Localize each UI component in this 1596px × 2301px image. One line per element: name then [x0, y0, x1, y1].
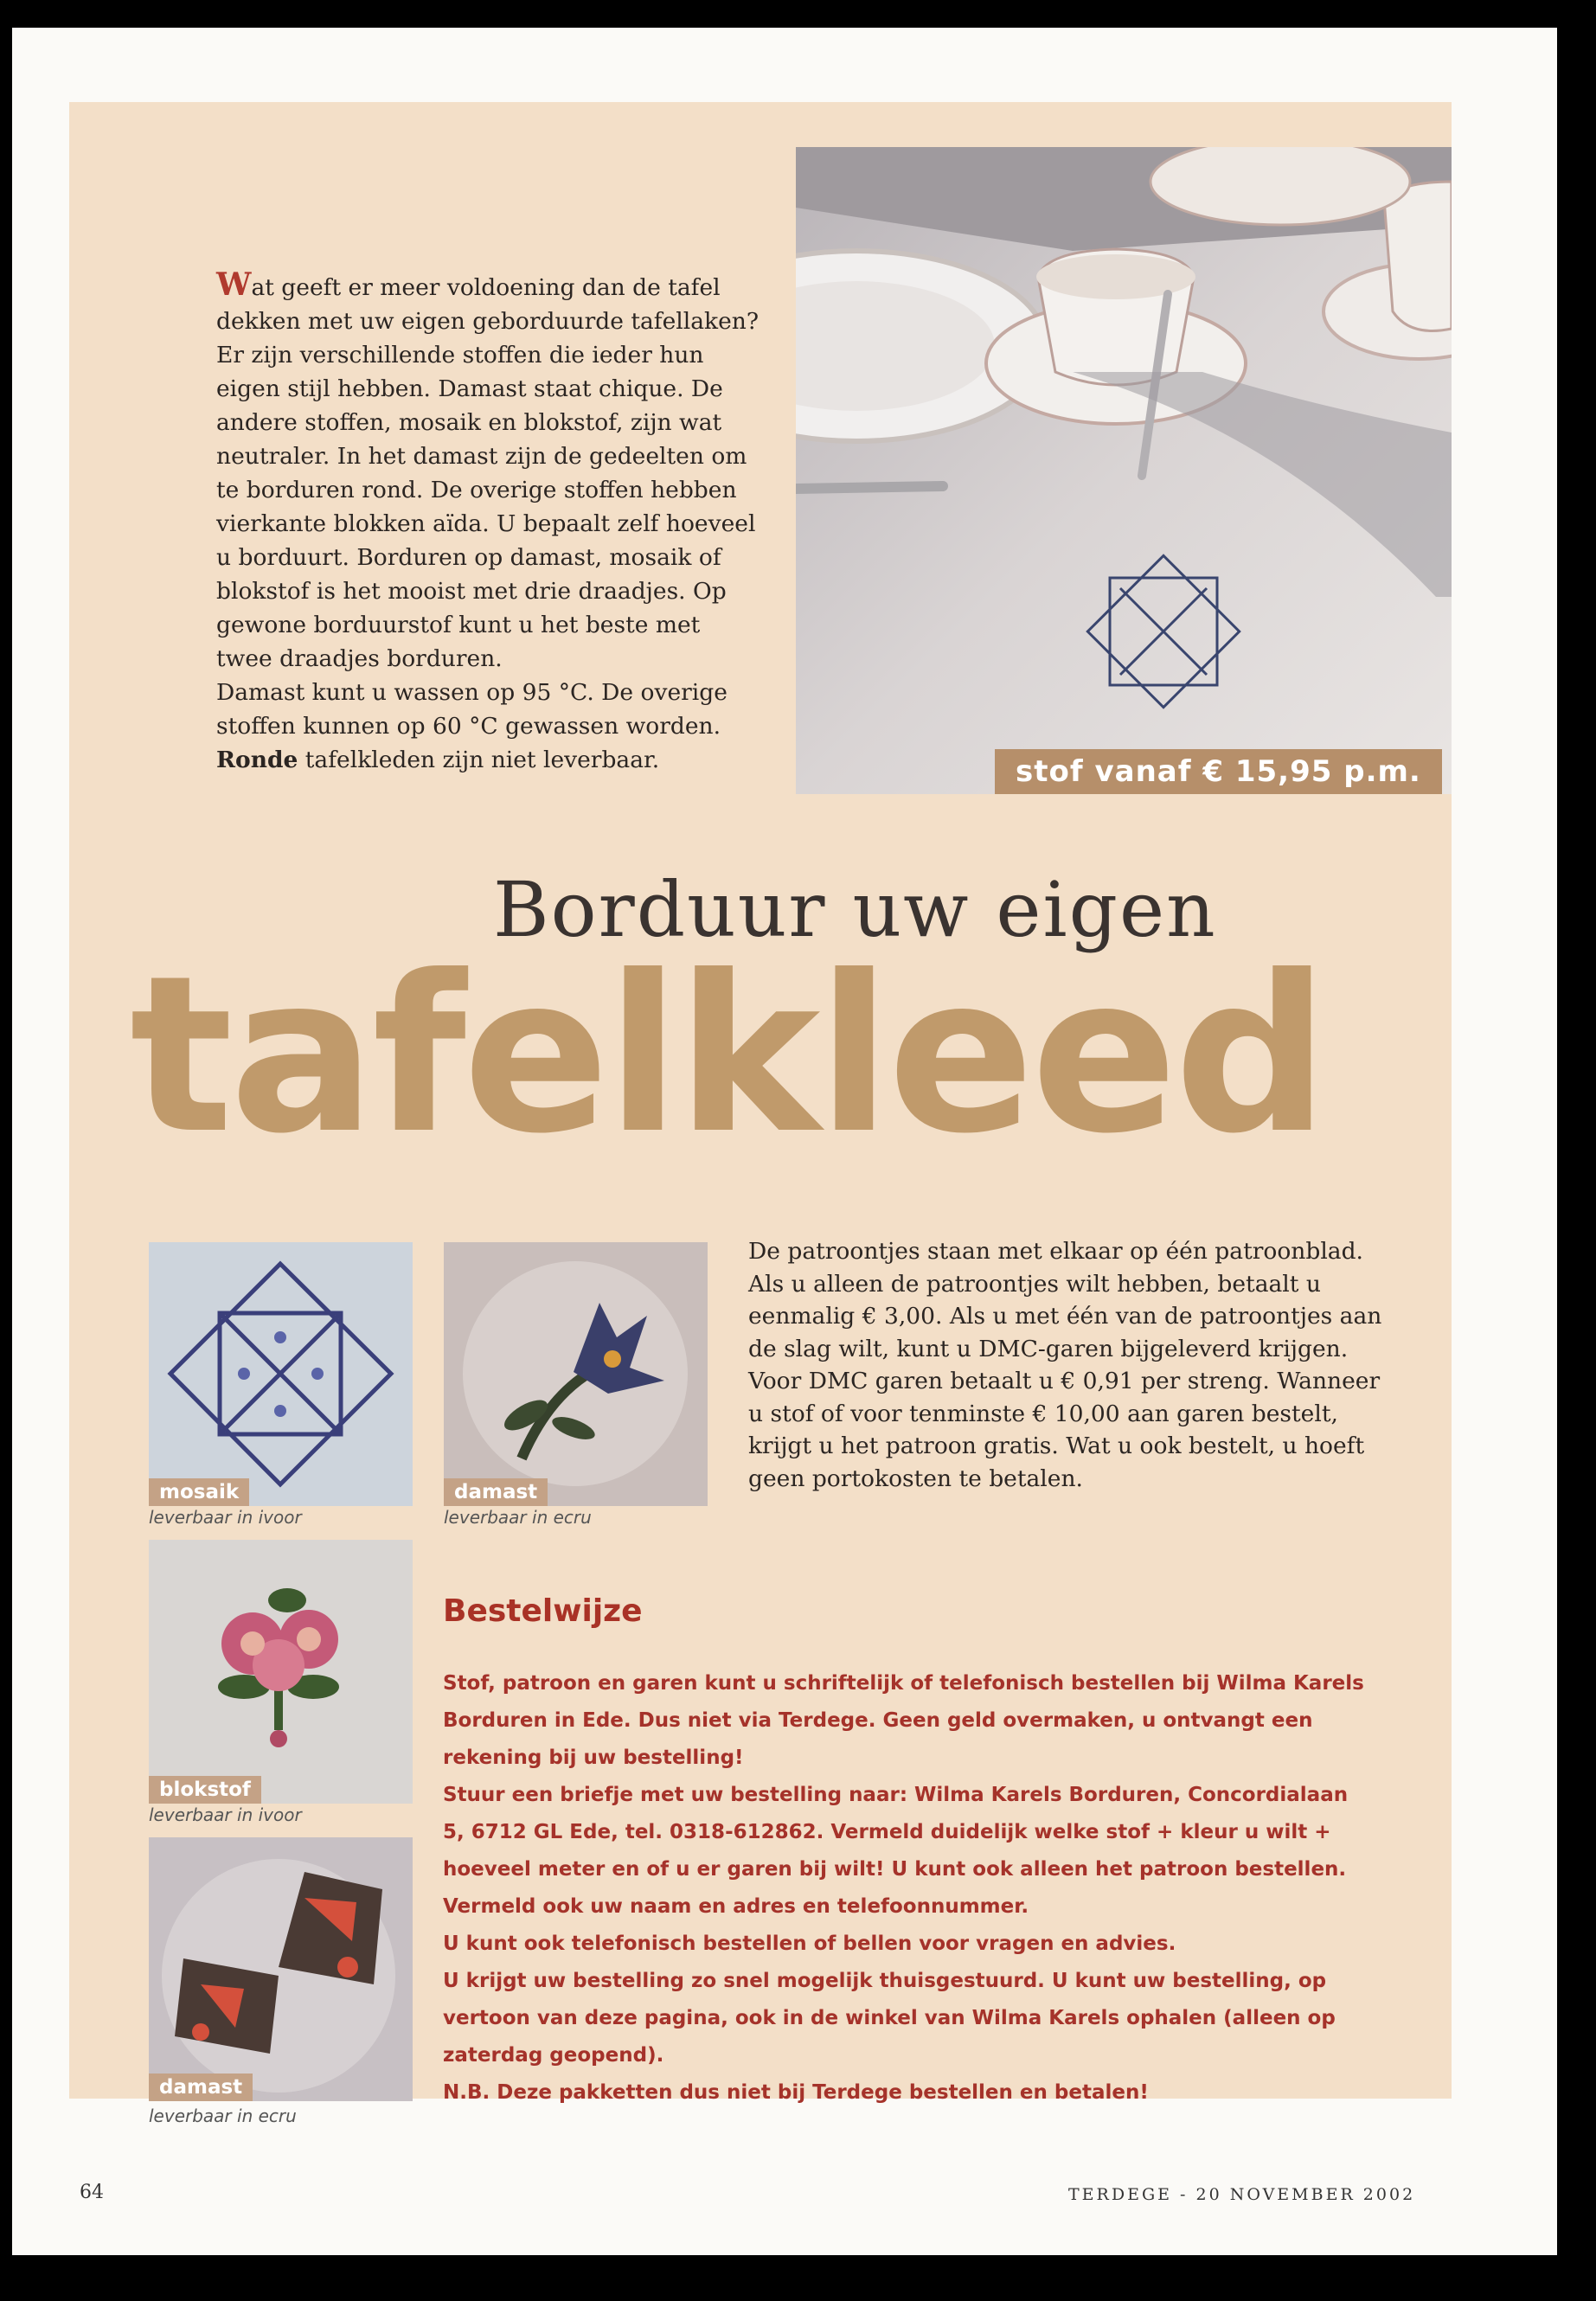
- sample-damast-butterfly-photo: [149, 1837, 413, 2101]
- sample-tag: mosaik: [149, 1478, 249, 1506]
- page-number: 64: [80, 2182, 104, 2203]
- drop-cap: W: [216, 266, 252, 303]
- price-label: stof vanaf € 15,95 p.m.: [995, 749, 1442, 794]
- sample-note: leverbaar in ecru: [149, 2106, 297, 2126]
- tablecloth-photo: [796, 147, 1452, 794]
- sample-blokstof-photo: [149, 1540, 413, 1804]
- intro-round: [216, 743, 761, 777]
- bestelwijze-text: [443, 1665, 1368, 2112]
- intro-body: at geeft er meer voldoening dan de tafel dekken met uw eigen geborduurde tafellaken? Er zijn verschillende stoffen die ieder hun eigen stijl hebben. Damast staat chique. De andere stoffen, mosaik en blokstof, zijn wat neutraler. In het damast zijn de gedeelten om te borduren rond. De overige stoffen hebben vierkante blokken aïda. U bepaalt zelf hoeveel u borduurt. Borduren op damast, mosaik of blokstof is het mooist met drie draadjes. Op gewone borduurstof kunt u het beste met twee draadjes borduren.: [216, 274, 760, 672]
- bestelwijze-paragraph: U kunt ook telefonisch bestellen of bellen voor vragen en advies.: [443, 1932, 1176, 1955]
- patroon-info: De patroontjes staan met elkaar op één patroonblad. Als u alleen de patroontjes wilt hebben, betaalt u eenmalig € 3,00. Als u met één van de patroontjes aan de slag wilt, kunt u DMC-garen bijgeleverd krijgen. Voor DMC garen betaalt u € 0,91 per streng. Wanneer u stof of voor tenminste € 10,00 aan garen bestelt, krijgt u het patroon gratis. Wat u ook bestelt, u hoeft geen portokosten te betalen.: [748, 1238, 1382, 1492]
- title-line-1: Borduur uw eigen: [493, 865, 1217, 954]
- bestelwijze-paragraph: U krijgt uw bestelling zo snel mogelijk thuisgestuurd. U kunt uw bestelling, op vertoon van deze pagina, ook in de winkel van Wilma Karels ophalen (alleen op zaterdag geopend).: [443, 1970, 1336, 2067]
- sample-tag: damast: [149, 2073, 253, 2101]
- bestelwijze-heading: Bestelwijze: [443, 1593, 643, 1629]
- sample-tag: damast: [444, 1478, 548, 1506]
- sample-note: leverbaar in ivoor: [149, 1507, 302, 1528]
- scan-border: [1557, 0, 1596, 2301]
- sample-note: leverbaar in ecru: [444, 1507, 592, 1528]
- issue-footer: TERDEGE - 20 NOVEMBER 2002: [1068, 2185, 1416, 2204]
- intro-round-bold: Ronde: [216, 747, 298, 773]
- sample-tag: blokstof: [149, 1776, 261, 1804]
- bestelwijze-paragraph: N.B. Deze pakketten dus niet bij Terdege bestellen en betalen!: [443, 2081, 1149, 2104]
- intro-round-rest: tafelkleden zijn niet leverbaar.: [298, 747, 660, 773]
- sample-damast-photo: [444, 1242, 708, 1506]
- bestelwijze-paragraph: Stuur een briefje met uw bestelling naar: Wilma Karels Borduren, Concordialaan 5, 6712 GL Ede, tel. 0318-612862. Vermeld duidelijk welke stof + kleur u wilt + hoeveel meter en of u er garen bij wilt! U kunt ook alleen het patroon bestellen. Vermeld ook uw naam en adres en telefoonnummer.: [443, 1784, 1349, 1918]
- title-line-2: tafelkleed: [130, 929, 1326, 1181]
- sample-mosaik-photo: [149, 1242, 413, 1506]
- sample-note: leverbaar in ivoor: [149, 1804, 302, 1825]
- intro-wash: Damast kunt u wassen op 95 °C. De overige stoffen kunnen op 60 °C gewassen worden.: [216, 679, 727, 740]
- intro-text: [216, 268, 761, 777]
- bestelwijze-paragraph: Stof, patroon en garen kunt u schriftelijk of telefonisch bestellen bij Wilma Karels Borduren in Ede. Dus niet via Terdege. Geen geld overmaken, u ontvangt een rekening bij uw bestelling!: [443, 1672, 1364, 1769]
